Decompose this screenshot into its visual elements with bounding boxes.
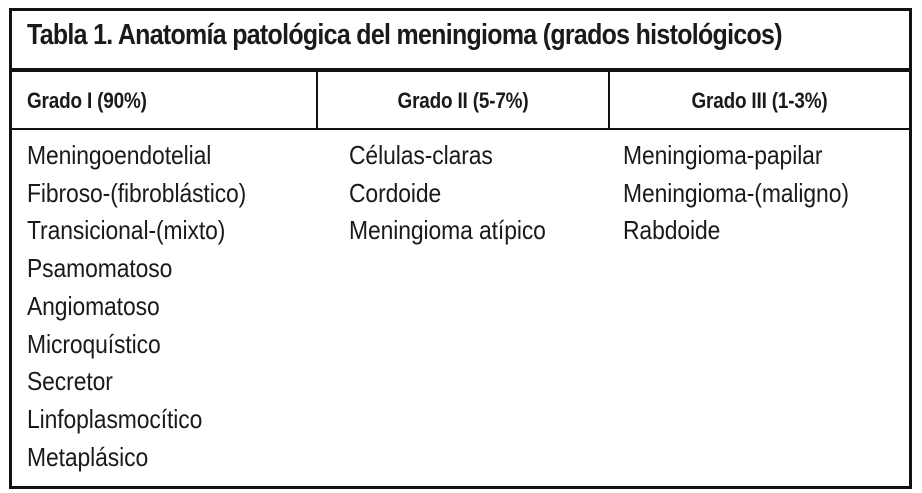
list-item: Meningoendotelial (27, 140, 212, 170)
table-header-row (12, 72, 909, 130)
list-item: Células-claras (349, 140, 493, 170)
list-item: Transicional-(mixto) (27, 215, 226, 246)
list-item: Microquístico (27, 328, 161, 359)
list-item: Linfoplasmocítico (27, 403, 203, 434)
list-item: Angiomatoso (27, 290, 160, 321)
list-item: Psamomatoso (27, 253, 173, 284)
list-item: Meningioma atípico (349, 215, 546, 246)
list-item: Rabdoide (623, 215, 721, 246)
list-item: Metaplásico (27, 441, 149, 472)
list-item: Secretor (27, 366, 113, 397)
list-item: Fibroso-(fibroblástico) (27, 177, 247, 208)
header-grade-2: Grado II (5-7%) (397, 88, 529, 113)
header-grade-1: Grado I (90%) (27, 88, 147, 113)
grade-2-list (349, 137, 573, 250)
list-item: Meningioma-papilar (623, 140, 823, 170)
column-divider (608, 72, 610, 128)
list-item: Cordoide (349, 177, 442, 208)
list-item: Meningioma-(maligno) (623, 177, 849, 208)
table-title: Tabla 1. Anatomía patológica del meningioma (grados histológicos) (27, 19, 782, 51)
grade-3-list (623, 137, 880, 250)
header-grade-3: Grado III (1-3%) (691, 88, 828, 113)
column-divider (316, 72, 318, 128)
grade-1-list (27, 137, 276, 476)
pathology-table (9, 8, 912, 489)
